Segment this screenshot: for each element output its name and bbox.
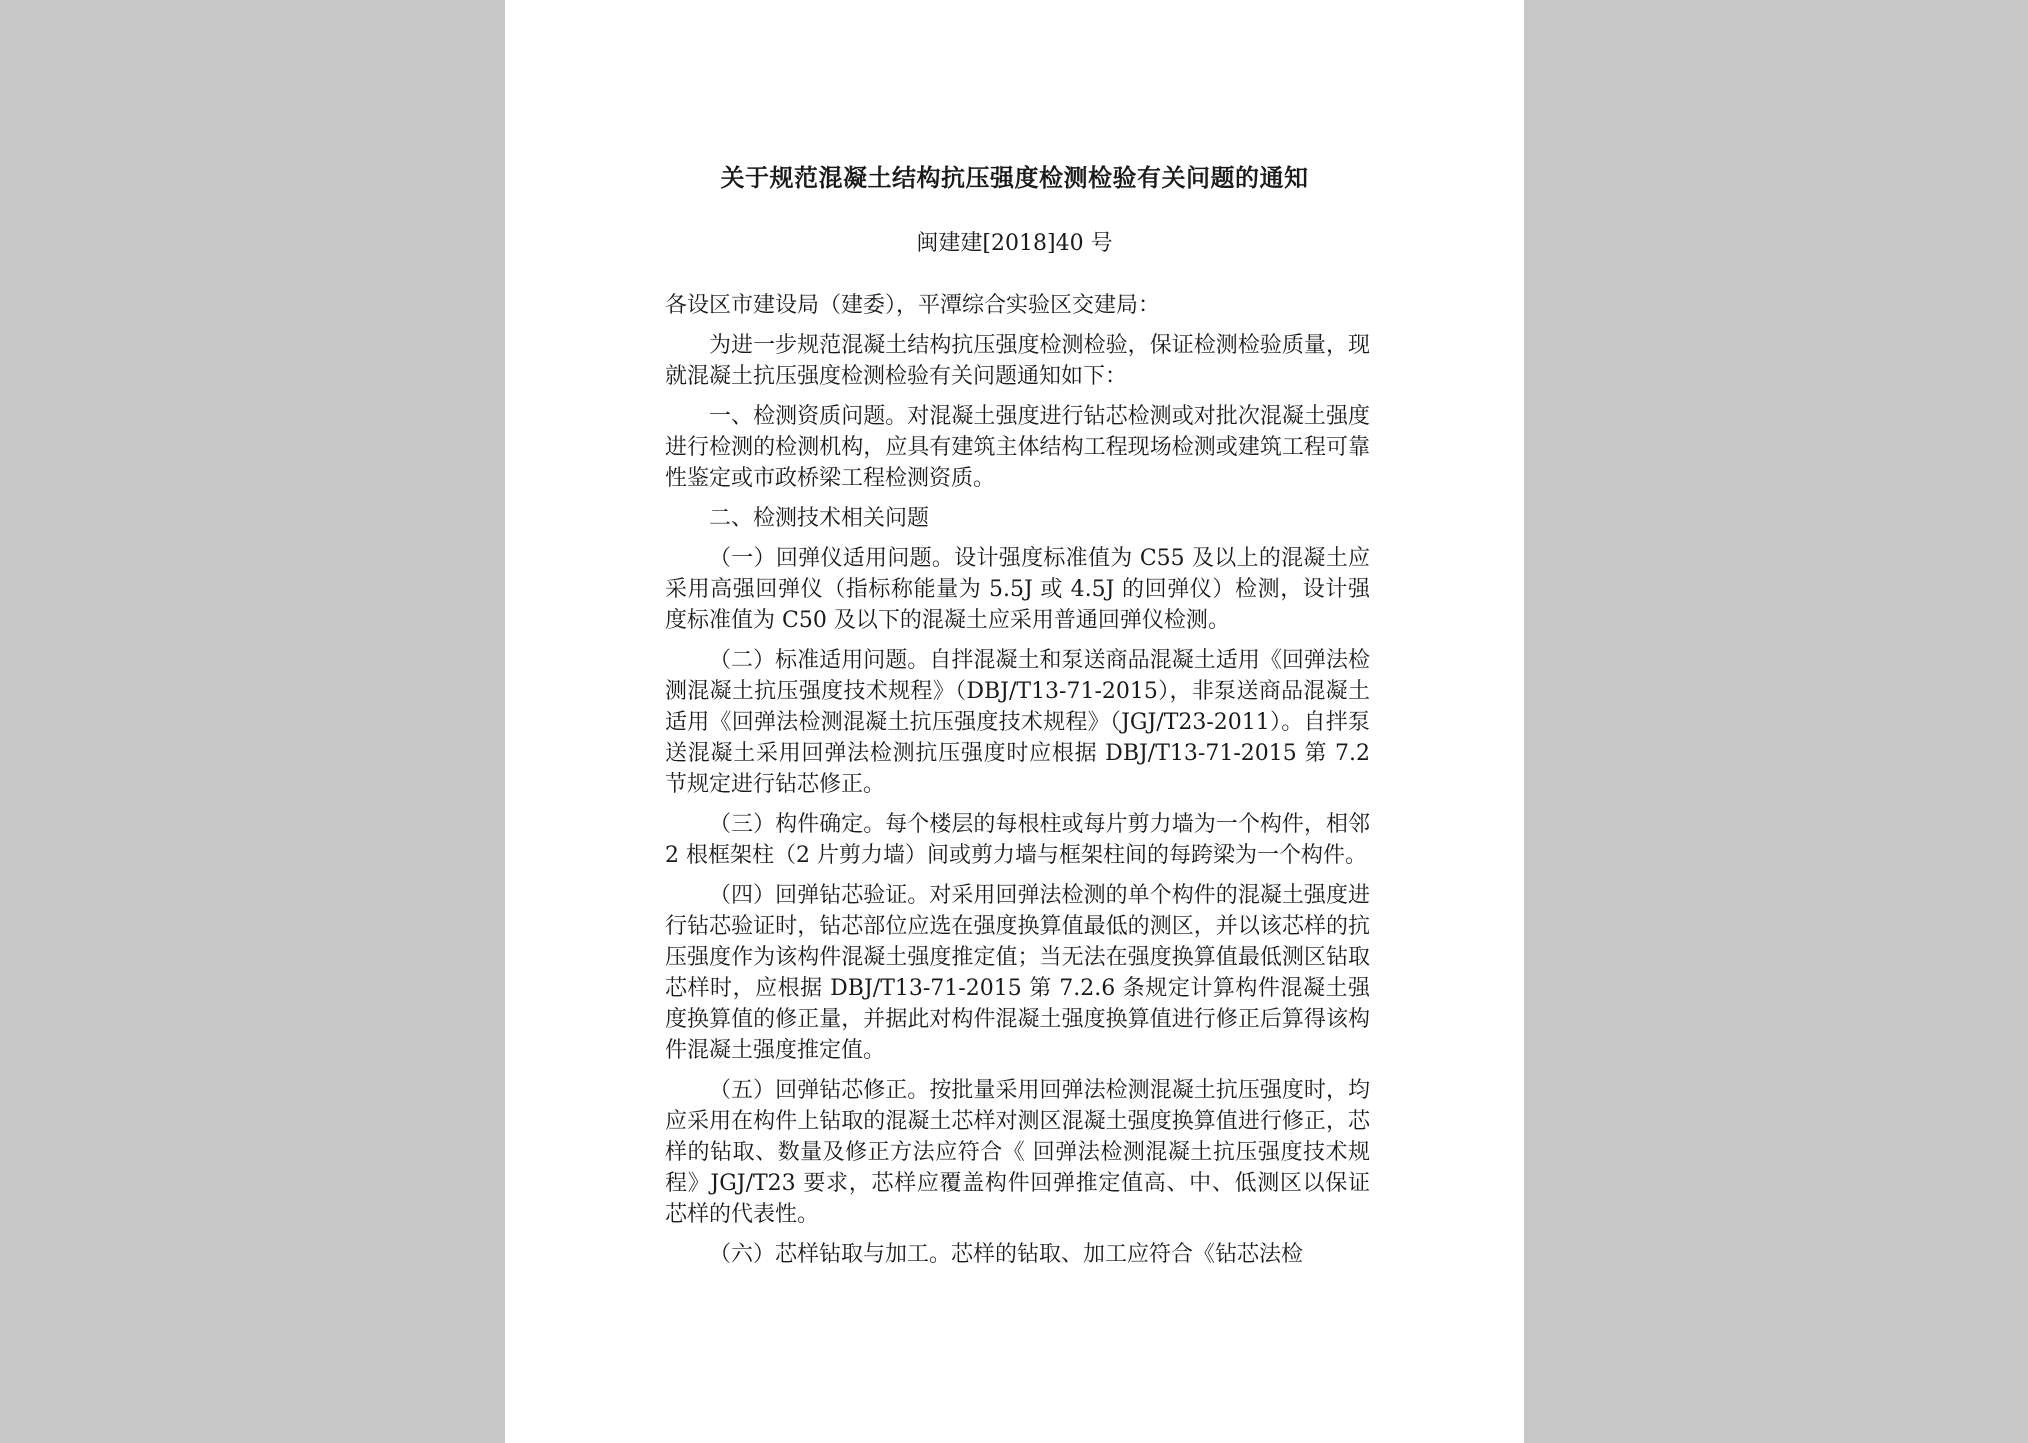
- paragraph: （四）回弹钻芯验证。对采用回弹法检测的单个构件的混凝土强度进行钻芯验证时，钻芯部位应选在强度换算值最低的测区，并以该芯样的抗压强度作为该构件混凝土强度推定值；当无法在强度换算值最低测区钻取芯样时，应根据 DBJ/T13-71-2015 第 7.2.6 条规定计算构件混凝土强度换算值的修正量，并据此对构件混凝土强度换算值进行修正后算得该构件混凝土强度推定值。: [665, 883, 1370, 1063]
- document-page: [505, 0, 1524, 1443]
- document-body: [665, 290, 1370, 1279]
- document-title: 关于规范混凝土结构抗压强度检测检验有关问题的通知: [720, 163, 1309, 192]
- paragraph: （一）回弹仪适用问题。设计强度标准值为 C55 及以上的混凝土应采用高强回弹仪（指标称能量为 5.5J 或 4.5J 的回弹仪）检测，设计强度标准值为 C50 及以下的混凝土应采用普通回弹仪检测。: [665, 546, 1370, 633]
- paragraph: （二）标准适用问题。自拌混凝土和泵送商品混凝土适用《回弹法检测混凝土抗压强度技术规程》（DBJ/T13-71-2015），非泵送商品混凝土适用《回弹法检测混凝土抗压强度技术规程》（JGJ/T23-2011）。自拌泵送混凝土采用回弹法检测抗压强度时应根据 DBJ/T13-71-2015 第 7.2 节规定进行钻芯修正。: [665, 648, 1370, 797]
- document-number: 闽建建[2018]40 号: [916, 231, 1113, 256]
- section-heading: 二、检测技术相关问题: [709, 506, 930, 531]
- paragraph: （五）回弹钻芯修正。按批量采用回弹法检测混凝土抗压强度时，均应采用在构件上钻取的混凝土芯样对测区混凝土强度换算值进行修正，芯样的钻取、数量及修正方法应符合《 回弹法检测混凝土抗压强度技术规程》JGJ/T23 要求，芯样应覆盖构件回弹推定值高、中、低测区以保证芯样的代表性。: [665, 1078, 1370, 1227]
- paragraph: （六）芯样钻取与加工。芯样的钻取、加工应符合《钻芯法检: [709, 1242, 1304, 1267]
- paragraph: （三）构件确定。每个楼层的每根柱或每片剪力墙为一个构件，相邻 2 根框架柱（2 片剪力墙）间或剪力墙与框架柱间的每跨梁为一个构件。: [665, 812, 1370, 868]
- salutation: 各设区市建设局（建委），平潭综合实验区交建局：: [665, 293, 1161, 318]
- paragraph: 为进一步规范混凝土结构抗压强度检测检验，保证检测检验质量，现就混凝土抗压强度检测检验有关问题通知如下：: [665, 333, 1370, 389]
- paragraph: 一、检测资质问题。对混凝土强度进行钻芯检测或对批次混凝土强度进行检测的检测机构，应具有建筑主体结构工程现场检测或建筑工程可靠性鉴定或市政桥梁工程检测资质。: [665, 404, 1370, 491]
